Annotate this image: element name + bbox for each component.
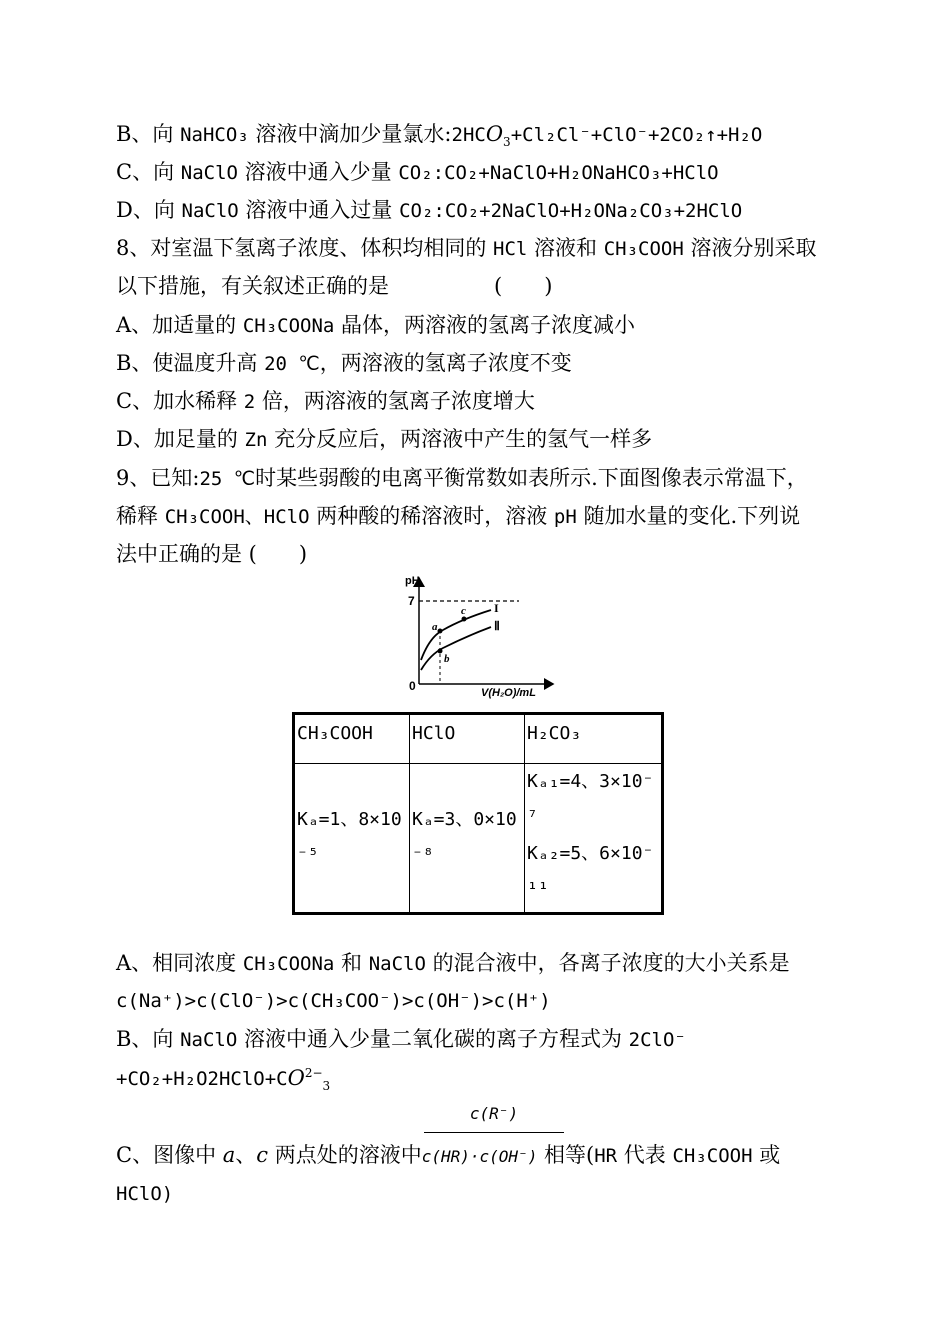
curve-1-label: I	[494, 601, 499, 615]
ka1-h2co3: Kₐ₁=4、3×10⁻⁷	[527, 771, 654, 828]
fraction-bar	[424, 1132, 564, 1133]
x-axis-label: V(H₂O)/mL	[481, 687, 536, 699]
option-8b: B、使温度升高 20 ℃，两溶液的氢离子浓度不变	[116, 351, 572, 375]
option-9b-line1: B、向 NaClO 溶液中通入少量二氧化碳的离子方程式为 2ClO⁻	[116, 1027, 686, 1051]
fraction-denominator: c(HR)·c(OH⁻)	[421, 1147, 538, 1166]
question-9-stem-line2: 稀释 CH₃COOH、HClO 两种酸的稀溶液时，溶液 pH 随加水量的变化.下列说	[116, 504, 801, 528]
point-b-dot	[438, 649, 443, 654]
question-8-stem-line1: 8、对室温下氢离子浓度、体积均相同的 HCl 溶液和 CH₃COOH 溶液分别采取	[116, 236, 817, 260]
point-a-label: a	[432, 621, 438, 633]
curve-1	[421, 610, 491, 660]
option-8c: C、加水稀释 2 倍，两溶液的氢离子浓度增大	[116, 389, 535, 413]
option-7b: B、向 NaHCO₃ 溶液中滴加少量氯水$:2HCO_3+Cl_2Cl^-+ClO^-+2CO_2↑+H_2O$	[116, 122, 763, 150]
point-b-label: b	[444, 653, 450, 665]
y-axis-label: pH	[405, 575, 420, 587]
fraction-numerator: c(R⁻)	[469, 1104, 519, 1123]
point-c-label: c	[461, 605, 466, 617]
option-9a-line2: c(Na⁺)>c(ClO⁻)>c(CH₃COO⁻)>c(OH⁻)>c(H⁺)	[116, 990, 551, 1012]
point-a-dot	[438, 629, 443, 634]
question-8-stem-line2: 以下措施，有关叙述正确的是 ( )	[116, 274, 553, 298]
option-9c-line2: HClO)	[116, 1183, 174, 1205]
point-c-dot	[462, 617, 467, 622]
header-ch3cooh: CH₃COOH	[294, 714, 410, 764]
ionization-constant-table	[292, 712, 664, 915]
option-7c: C、向 NaClO 溶液中通入少量 CO₂:CO₂+NaClO+H₂ONaHCO₃+HClO	[116, 160, 719, 184]
ka-hclo: Kₐ=3、0×10⁻⁸	[412, 809, 517, 866]
option-9a-line1: A、相同浓度 CH₃COONa 和 NaClO 的混合液中，各离子浓度的大小关系是	[116, 951, 790, 975]
option-8d: D、加足量的 Zn 充分反应后，两溶液中产生的氢气一样多	[116, 427, 653, 451]
curve-2-label: Ⅱ	[494, 619, 500, 633]
y-tick-7: 7	[408, 594, 415, 608]
curve-2	[421, 627, 491, 670]
option-9b-line2: $+CO_2+H_2O2HClO+CO^{2-}_3$	[116, 1066, 331, 1094]
origin-label: 0	[409, 679, 416, 693]
fraction-expression	[424, 1104, 564, 1135]
option-9c-line1: C、图像中 a、c 两点处的溶液中c(HR)·c(OH⁻) 相等(HR 代表 CH₃COOH 或	[116, 1143, 781, 1167]
question-9-stem-line1: 9、已知:25 ℃时某些弱酸的电离平衡常数如表所示.下面图像表示常温下，	[116, 466, 808, 490]
ka2-h2co3: Kₐ₂=5、6×10⁻¹¹	[527, 843, 654, 900]
question-9-stem-line3: 法中正确的是 ( )	[116, 542, 308, 566]
ph-dilution-graph	[395, 572, 565, 702]
ka-ch3cooh: Kₐ=1、8×10⁻⁵	[297, 809, 402, 866]
option-8a: A、加适量的 CH₃COONa 晶体，两溶液的氢离子浓度减小	[116, 313, 636, 337]
header-hclo: HClO	[410, 714, 525, 764]
option-7d: D、向 NaClO 溶液中通入过量 CO₂:CO₂+2NaClO+H₂ONa₂CO₃+2HClO	[116, 198, 743, 222]
answer-blank: ( )	[494, 274, 553, 298]
header-h2co3: H₂CO₃	[525, 714, 663, 764]
